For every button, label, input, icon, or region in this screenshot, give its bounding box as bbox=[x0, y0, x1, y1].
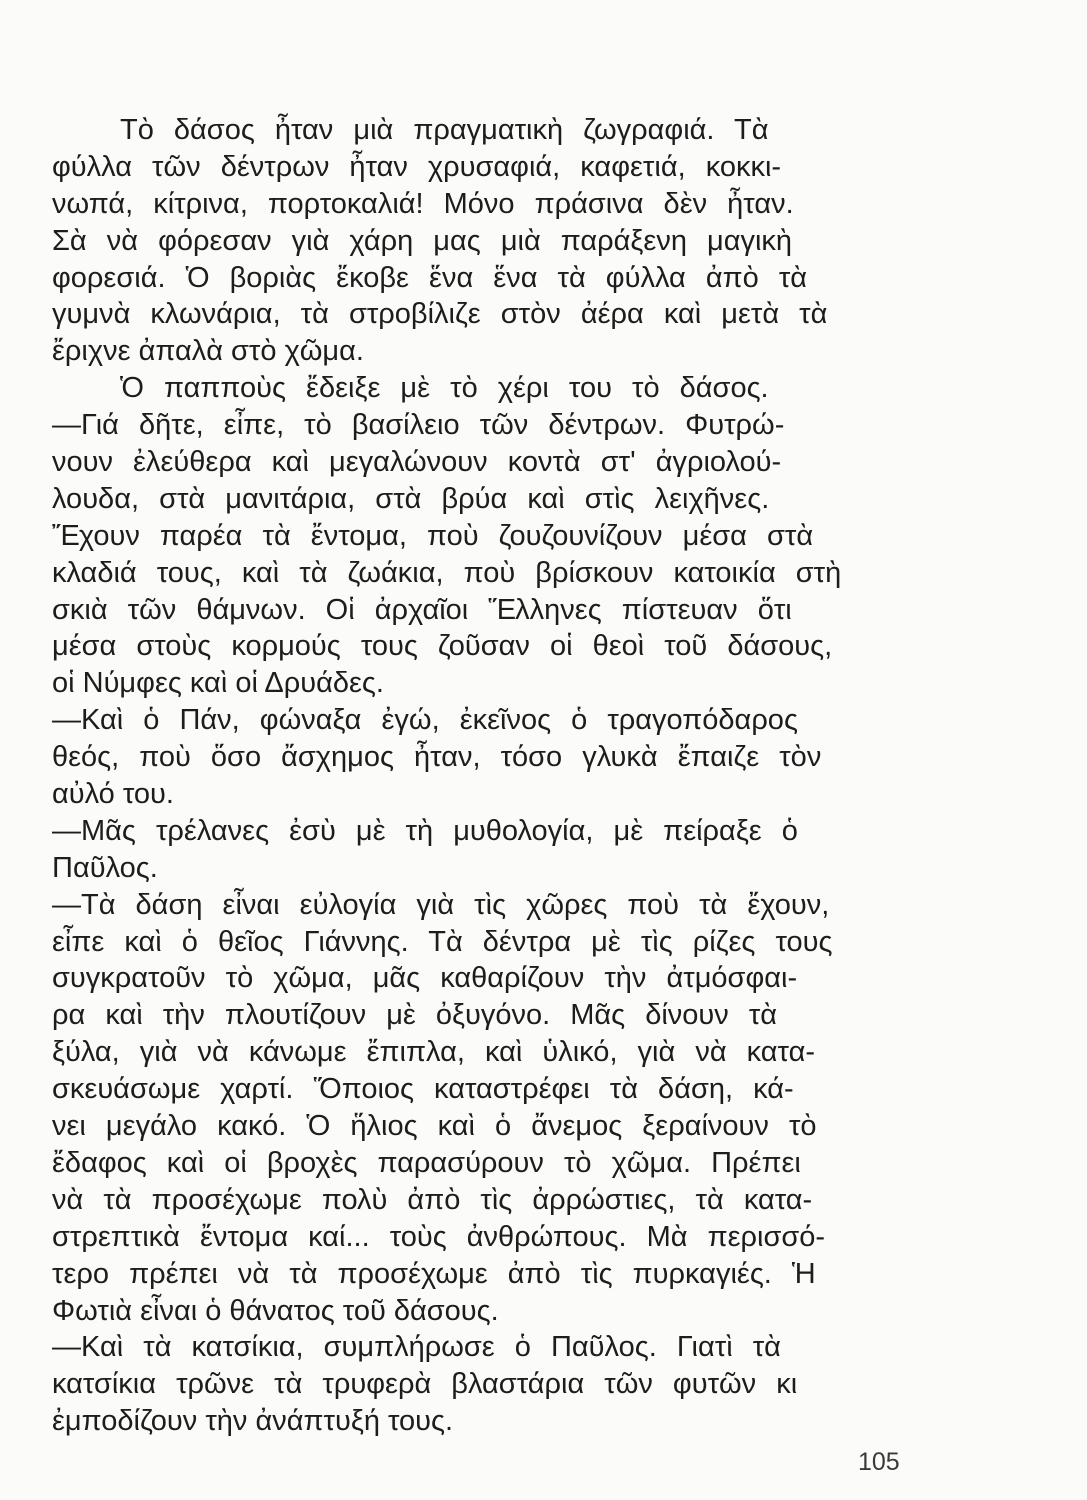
text-line: —Καὶ ὁ Πάν, φώναξα ἐγώ, ἐκεῖνος ὁ τραγοπόδαρος bbox=[52, 704, 798, 737]
text-line: σκιὰ τῶν θάμνων. Οἱ ἀρχαῖοι Ἕλληνες πίστευαν ὅτι bbox=[52, 593, 792, 626]
text-line: Σὰ νὰ φόρεσαν γιὰ χάρη μας μιὰ παράξενη μαγικὴ bbox=[52, 224, 793, 257]
text-line: Φωτιὰ εἶναι ὁ θάνατος τοῦ δάσους. bbox=[52, 1294, 499, 1327]
text-line: φορεσιά. Ὁ βοριὰς ἔκοβε ἕνα ἕνα τὰ φύλλα ἀπὸ τὰ bbox=[52, 261, 808, 294]
text-line: συγκρατοῦν τὸ χῶμα, μᾶς καθαρίζουν τὴν ἀτμόσφαι- bbox=[52, 962, 798, 995]
text-line: γυμνὰ κλωνάρια, τὰ στροβίλιζε στὸν ἀέρα καὶ μετὰ τὰ bbox=[52, 298, 828, 331]
text-line: τερο πρέπει νὰ τὰ προσέχωμε ἀπὸ τὶς πυρκαγιές. Ἡ bbox=[52, 1257, 816, 1290]
text-line: νωπά, κίτρινα, πορτοκαλιά! Μόνο πράσινα δὲν ἦταν. bbox=[52, 187, 794, 220]
text-line: λουδα, στὰ μανιτάρια, στὰ βρύα καὶ στὶς λειχῆνες. bbox=[52, 482, 770, 515]
text-line: φύλλα τῶν δέντρων ἦταν χρυσαφιά, καφετιά, κοκκι- bbox=[52, 150, 782, 183]
text-line: —Τὰ δάση εἶναι εὐλογία γιὰ τὶς χῶρες ποὺ τὰ ἔχουν, bbox=[52, 888, 830, 921]
text-line: —Καὶ τὰ κατσίκια, συμπλήρωσε ὁ Παῦλος. Γιατὶ τὰ bbox=[52, 1331, 781, 1364]
text-line: ρα καὶ τὴν πλουτίζουν μὲ ὀξυγόνο. Μᾶς δίνουν τὰ bbox=[52, 999, 778, 1032]
text-line: στρεπτικὰ ἔντομα καί... τοὺς ἀνθρώπους. Μὰ περισσό- bbox=[52, 1220, 826, 1253]
text-line: κλαδιά τους, καὶ τὰ ζωάκια, ποὺ βρίσκουν κατοικία στὴ bbox=[52, 556, 842, 589]
text-line: ξύλα, γιὰ νὰ κάνωμε ἔπιπλα, καὶ ὑλικό, γιὰ νὰ κατα- bbox=[52, 1036, 816, 1069]
text-line: νει μεγάλο κακό. Ὁ ἥλιος καὶ ὁ ἄνεμος ξεραίνουν τὸ bbox=[52, 1110, 817, 1143]
text-line: Τὸ δάσος ἦταν μιὰ πραγματικὴ ζωγραφιά. Τὰ bbox=[120, 114, 769, 146]
text-line: —Μᾶς τρέλανες ἐσὺ μὲ τὴ μυθολογία, μὲ πείραξε ὁ bbox=[52, 814, 798, 847]
text-line: μέσα στοὺς κορμούς τους ζοῦσαν οἱ θεοὶ τοῦ δάσους, bbox=[52, 630, 833, 663]
text-line: νουν ἐλεύθερα καὶ μεγαλώνουν κοντὰ στ' ἀγριολού- bbox=[52, 446, 782, 479]
text-line: θεός, ποὺ ὅσο ἄσχημος ἦταν, τόσο γλυκὰ ἔπαιζε τὸν bbox=[52, 741, 822, 774]
text-line: νὰ τὰ προσέχωμε πολὺ ἀπὸ τὶς ἀρρώστιες, τὰ κατα- bbox=[52, 1183, 813, 1216]
page-number: 105 bbox=[858, 1448, 900, 1476]
text-line: αὐλό του. bbox=[52, 778, 174, 811]
text-line: ἐμποδίζουν τὴν ἀνάπτυξή τους. bbox=[52, 1405, 454, 1438]
text-line: Ὁ παπποὺς ἔδειξε μὲ τὸ χέρι του τὸ δάσος. bbox=[120, 372, 769, 405]
text-line: —Γιά δῆτε, εἶπε, τὸ βασίλειο τῶν δέντρων. Φυτρώ- bbox=[52, 409, 785, 442]
text-line: σκευάσωμε χαρτί. Ὅποιος καταστρέφει τὰ δάση, κά- bbox=[52, 1073, 794, 1106]
text-line: ἔδαφος καὶ οἱ βροχὲς παρασύρουν τὸ χῶμα. Πρέπει bbox=[52, 1146, 801, 1179]
text-line: οἱ Νύμφες καὶ οἱ Δρυάδες. bbox=[52, 667, 384, 700]
text-line: Ἔχουν παρέα τὰ ἔντομα, ποὺ ζουζουνίζουν μέσα στὰ bbox=[52, 519, 814, 552]
text-line: Παῦλος. bbox=[52, 851, 158, 884]
text-line: ἔριχνε ἀπαλὰ στὸ χῶμα. bbox=[52, 335, 364, 368]
page-text bbox=[52, 112, 912, 1440]
text-line: εἶπε καὶ ὁ θεῖος Γιάννης. Τὰ δέντρα μὲ τὶς ρίζες τους bbox=[52, 925, 833, 958]
text-line: κατσίκια τρῶνε τὰ τρυφερὰ βλαστάρια τῶν φυτῶν κι bbox=[52, 1368, 798, 1401]
